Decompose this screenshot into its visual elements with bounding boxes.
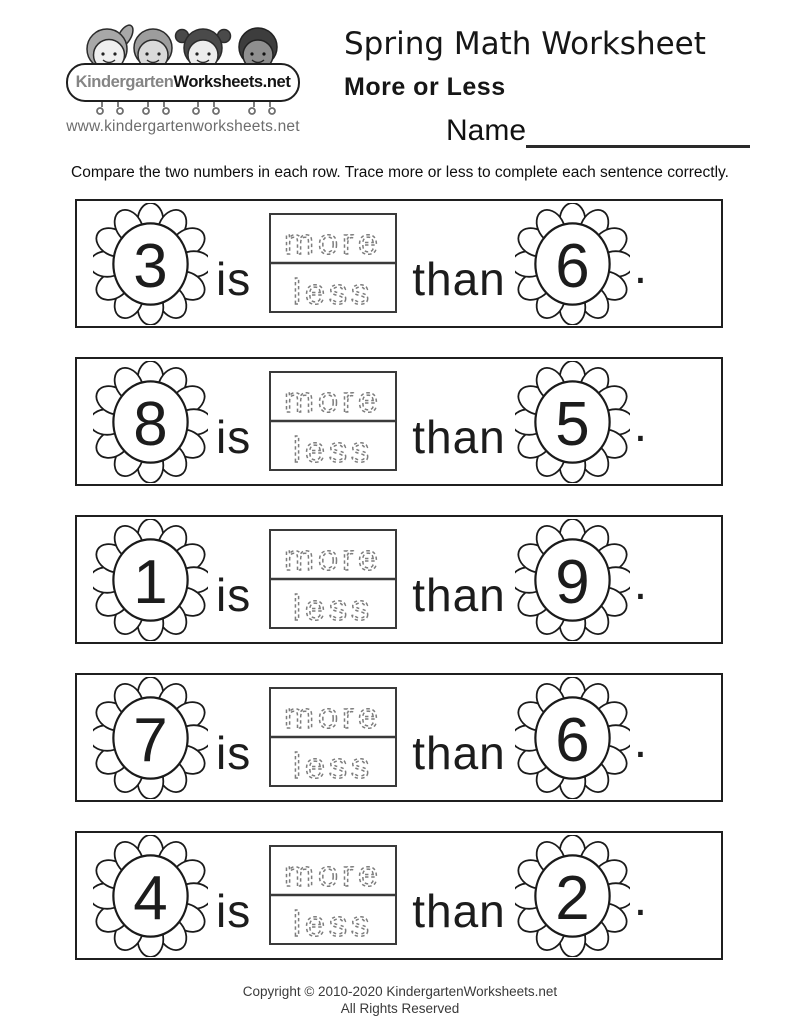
- flower-number-icon: [515, 203, 630, 325]
- flower-number-icon: [515, 835, 630, 957]
- worksheet-row-2: [75, 357, 723, 486]
- right-number: 9: [555, 547, 590, 617]
- title-block: [344, 26, 706, 102]
- period-label: .: [633, 399, 648, 452]
- trace-word-less: less: [293, 903, 374, 943]
- page-footer: [0, 984, 800, 1018]
- flower-number-icon: [515, 677, 630, 799]
- worksheet-row-5: [75, 831, 723, 960]
- is-label: is: [216, 411, 252, 463]
- than-label: than: [412, 727, 506, 779]
- name-blank-line: [526, 114, 750, 148]
- than-label: than: [412, 411, 506, 463]
- kids-legs-icon: [66, 102, 300, 117]
- right-number: 6: [555, 705, 590, 775]
- than-label: than: [412, 885, 506, 937]
- name-label: Name: [446, 114, 527, 147]
- trace-word-less: less: [293, 587, 374, 627]
- left-number: 7: [133, 705, 168, 775]
- logo-banner: [66, 63, 300, 102]
- is-label: is: [216, 569, 252, 621]
- flower-number-icon: [93, 203, 208, 325]
- flower-number-icon: [515, 361, 630, 483]
- trace-word-less: less: [293, 271, 374, 311]
- than-label: than: [412, 569, 506, 621]
- website-url: www.kindergartenworksheets.net: [66, 118, 300, 135]
- worksheet-row-1: [75, 199, 723, 328]
- flower-number-icon: [93, 519, 208, 641]
- brand-name-gray: Kindergarten: [75, 73, 174, 91]
- flower-number-icon: [93, 361, 208, 483]
- period-label: .: [633, 873, 648, 926]
- trace-box: [269, 529, 397, 629]
- page-title: Spring Math Worksheet: [344, 26, 706, 62]
- trace-box: [269, 213, 397, 313]
- is-label: is: [216, 727, 252, 779]
- trace-word-more: more: [284, 853, 383, 894]
- trace-word-more: more: [284, 379, 383, 420]
- left-number: 4: [133, 863, 168, 933]
- trace-box: [269, 371, 397, 471]
- trace-box: [269, 687, 397, 787]
- rights-line: All Rights Reserved: [340, 1000, 460, 1016]
- trace-word-less: less: [293, 745, 374, 785]
- right-number: 2: [555, 863, 590, 933]
- name-row: [446, 114, 750, 148]
- right-number: 6: [555, 231, 590, 301]
- brand-name-black: Worksheets.net: [173, 73, 291, 91]
- trace-box: [269, 845, 397, 945]
- trace-word-more: more: [284, 695, 383, 736]
- worksheet-row-3: [75, 515, 723, 644]
- site-logo: [62, 24, 304, 136]
- left-number: 3: [133, 231, 168, 301]
- period-label: .: [633, 241, 648, 294]
- worksheet-rows: [75, 199, 723, 989]
- flower-number-icon: [515, 519, 630, 641]
- flower-number-icon: [93, 677, 208, 799]
- left-number: 1: [133, 547, 168, 617]
- page-subtitle: More or Less: [344, 73, 506, 101]
- than-label: than: [412, 253, 506, 305]
- period-label: .: [633, 557, 648, 610]
- period-label: .: [633, 715, 648, 768]
- flower-number-icon: [93, 835, 208, 957]
- trace-word-less: less: [293, 429, 374, 469]
- copyright-line: Copyright © 2010-2020 KindergartenWorksheets.net: [242, 984, 558, 999]
- worksheet-row-4: [75, 673, 723, 802]
- is-label: is: [216, 885, 252, 937]
- trace-word-more: more: [284, 537, 383, 578]
- trace-word-more: more: [284, 221, 383, 262]
- instructions-text: Compare the two numbers in each row. Trace more or less to complete each sentence correctly.: [71, 164, 729, 181]
- left-number: 8: [133, 389, 168, 459]
- is-label: is: [216, 253, 252, 305]
- right-number: 5: [555, 389, 590, 459]
